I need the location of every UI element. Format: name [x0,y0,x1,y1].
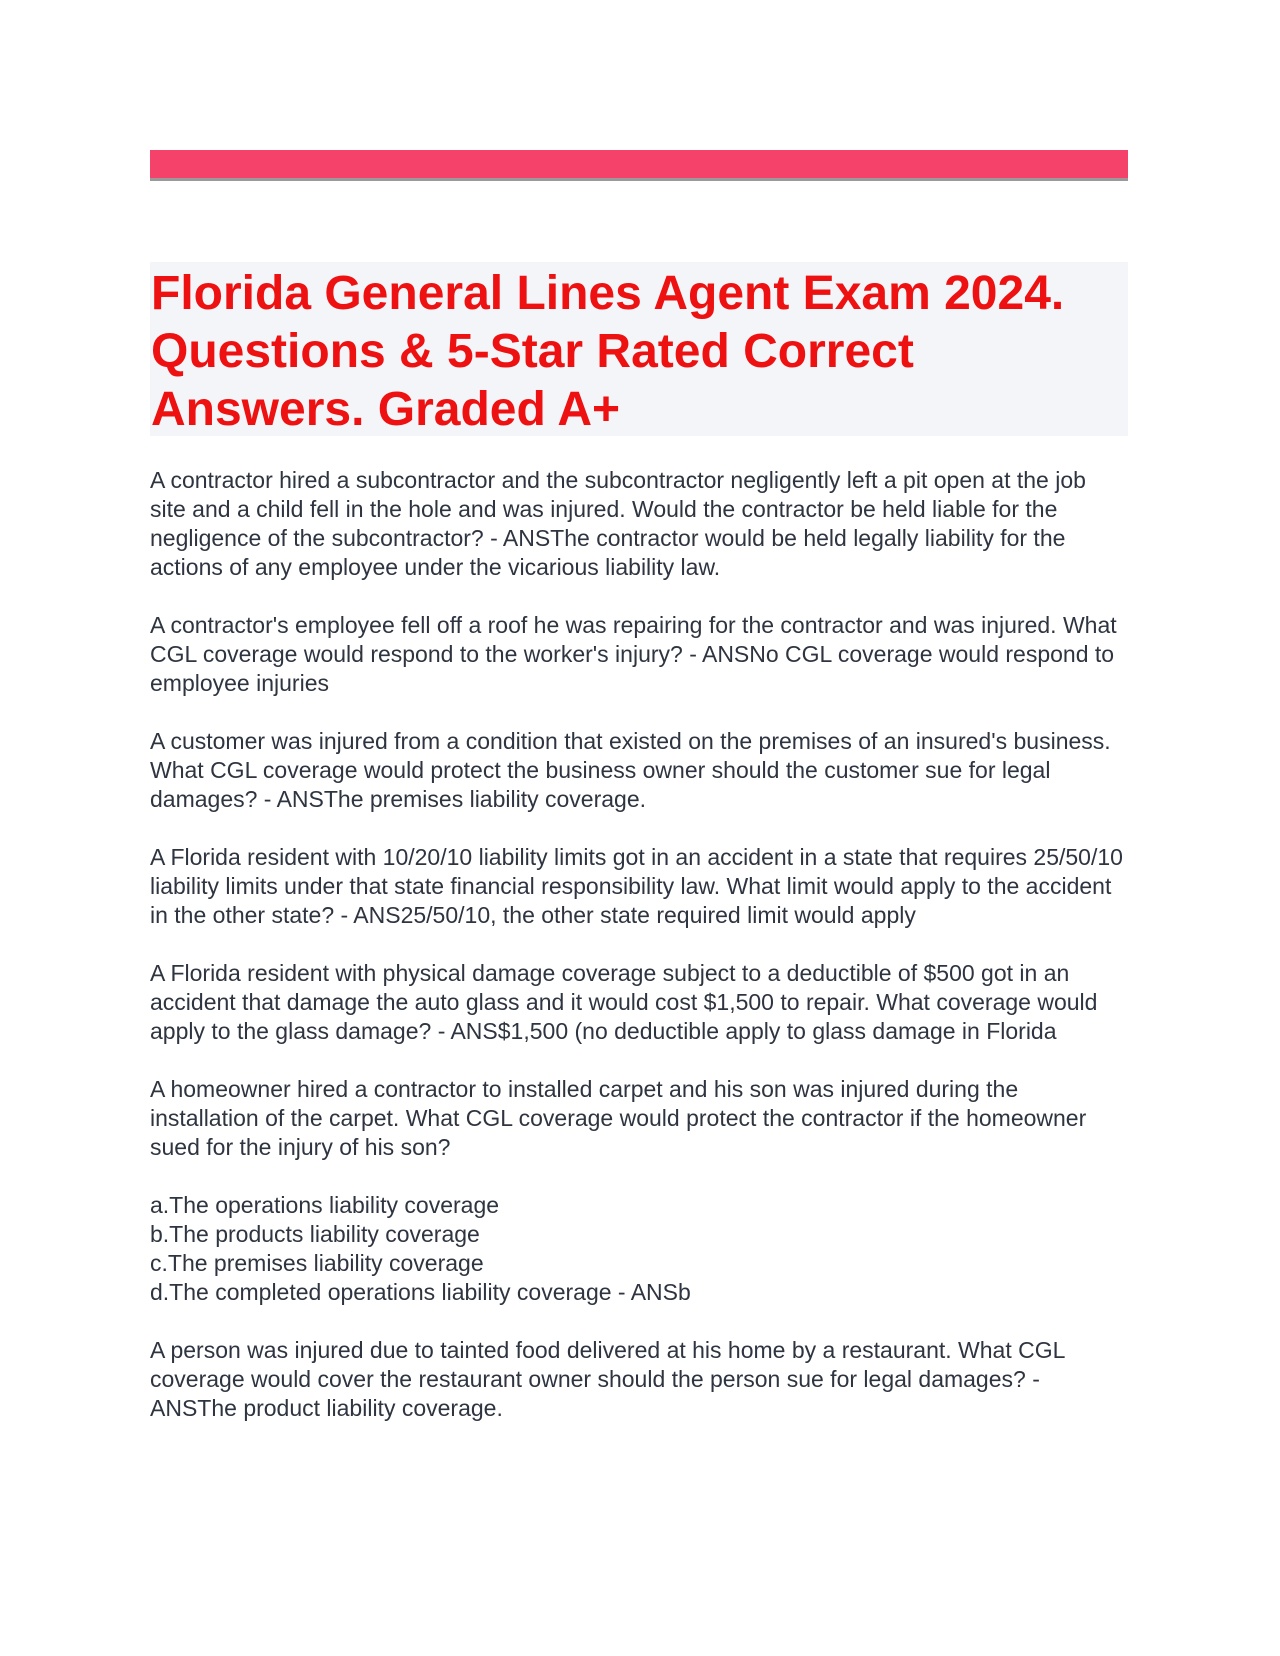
qa-paragraph-4: A Florida resident with 10/20/10 liability limits got in an accident in a state that requires 25/50/10 liability limits under that state financial responsibility law. What limit would apply to the accident in the other state? - ANS25/50/10, the other state required limit would apply [150,844,1123,928]
option-d: d.The completed operations liability coverage - ANSb [150,1279,691,1305]
header-accent-bar [150,150,1128,181]
qa-paragraph-3: A customer was injured from a condition that existed on the premises of an insured's business. What CGL coverage would protect the business owner should the customer sue for legal damages? - ANSThe premises liability coverage. [150,728,1111,812]
option-a: a.The operations liability coverage [150,1192,500,1218]
document-title: Florida General Lines Agent Exam 2024. Questions & 5-Star Rated Correct Answers. Graded A+ [151,267,1065,436]
qa-paragraph-1: A contractor hired a subcontractor and the subcontractor negligently left a pit open at the job site and a child fell in the hole and was injured. Would the contractor be held liable for the negligence of the subcontractor? - ANSThe contractor would be held legally liability for the actions of any employee under the vicarious liability law. [150,467,1086,580]
option-b: b.The products liability coverage [150,1221,480,1247]
qa-paragraph-7: A person was injured due to tainted food delivered at his home by a restaurant. What CGL coverage would cover the restaurant owner should the person sue for legal damages? - ANSThe product liability coverage. [150,1337,1065,1421]
document-body [150,466,1128,1452]
title-box [150,262,1128,436]
answer-options [150,1191,1128,1307]
option-c: c.The premises liability coverage [150,1250,484,1276]
qa-paragraph-6: A homeowner hired a contractor to installed carpet and his son was injured during the installation of the carpet. What CGL coverage would protect the contractor if the homeowner sued for the injury of his son? [150,1076,1087,1160]
qa-paragraph-5: A Florida resident with physical damage coverage subject to a deductible of $500 got in an accident that damage the auto glass and it would cost $1,500 to repair. What coverage would apply to the glass damage? - ANS$1,500 (no deductible apply to glass damage in Florida [150,960,1098,1044]
qa-paragraph-2: A contractor's employee fell off a roof he was repairing for the contractor and was injured. What CGL coverage would respond to the worker's injury? - ANSNo CGL coverage would respond to employee injuries [150,612,1117,696]
